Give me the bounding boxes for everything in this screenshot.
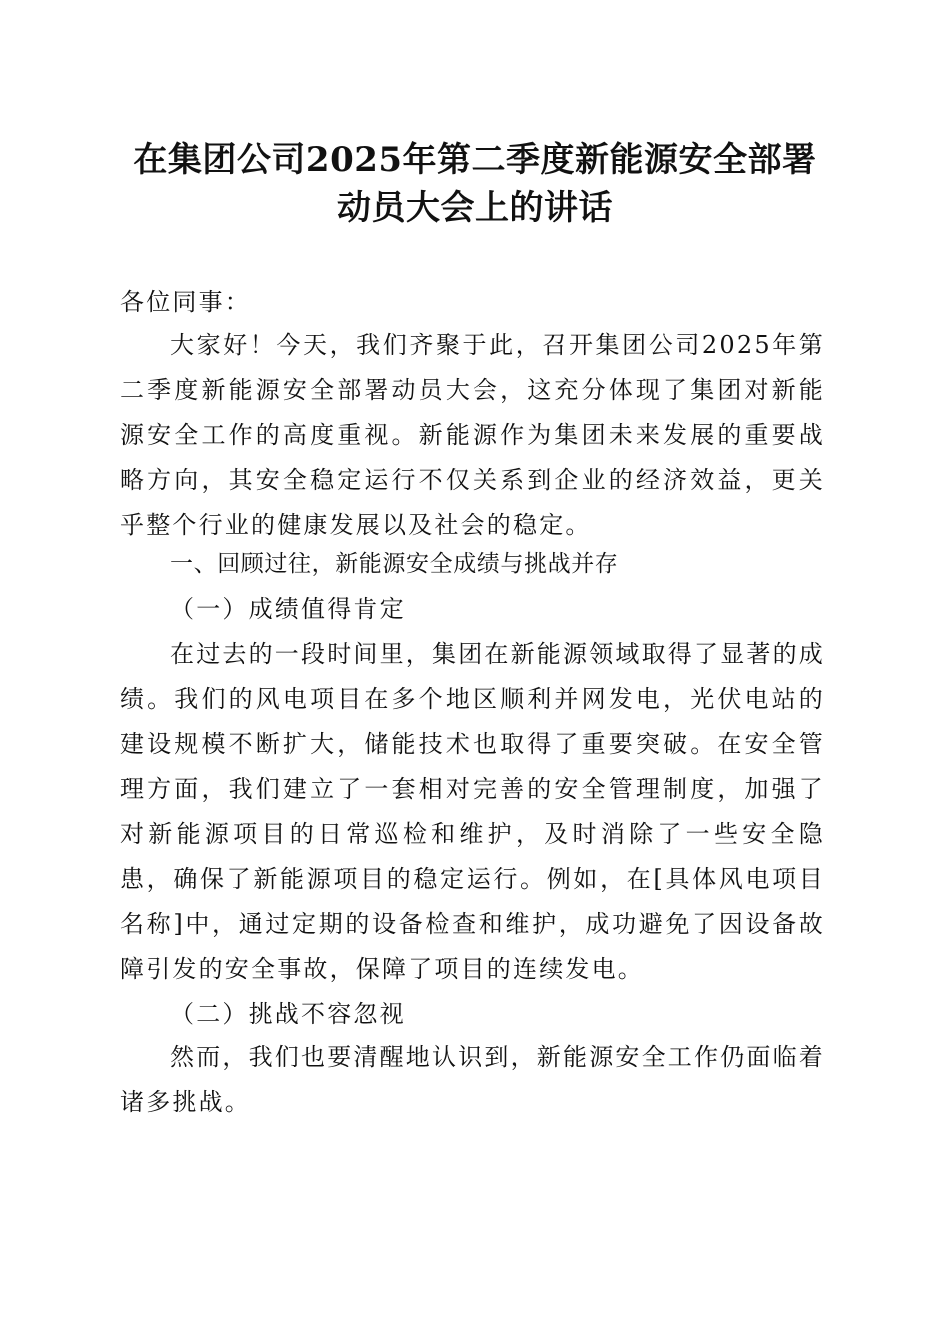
section-heading-review: 一、回顾过往，新能源安全成绩与挑战并存 (170, 551, 619, 577)
document-title-line1: 在集团公司2025年第二季度新能源安全部署 (133, 140, 817, 180)
achievements-paragraph: 在过去的一段时间里，集团在新能源领域取得了显著的成绩。我们的风电项目在多个地区顺利并网发电，光伏电站的建设规模不断扩大，储能技术也取得了重要突破。在安全管理方面，我们建立了一套相对完善的安全管理制度，加强了对新能源项目的日常巡检和维护，及时消除了一些安全隐患，确保了新能源项目的稳定运行。例如，在[具体风电项目名称]中，通过定期的设备检查和维护，成功避免了因设备故障引发的安全事故，保障了项目的连续发电。 (120, 640, 825, 983)
challenges-paragraph: 然而，我们也要清醒地认识到，新能源安全工作仍面临着诸多挑战。 (120, 1043, 825, 1116)
subheading-challenges: （二）挑战不容忽视 (170, 1000, 406, 1028)
opening-paragraph: 大家好！今天，我们齐聚于此，召开集团公司2025年第二季度新能源安全部署动员大会，这充分体现了集团对新能源安全工作的高度重视。新能源作为集团未来发展的重要战略方向，其安全稳定运行不仅关系到企业的经济效益，更关乎整个行业的健康发展以及社会的稳定。 (120, 331, 825, 539)
greeting: 各位同事： (120, 288, 251, 316)
document-title-line2: 动员大会上的讲话 (337, 188, 613, 228)
subheading-achievements: （一）成绩值得肯定 (170, 595, 406, 623)
